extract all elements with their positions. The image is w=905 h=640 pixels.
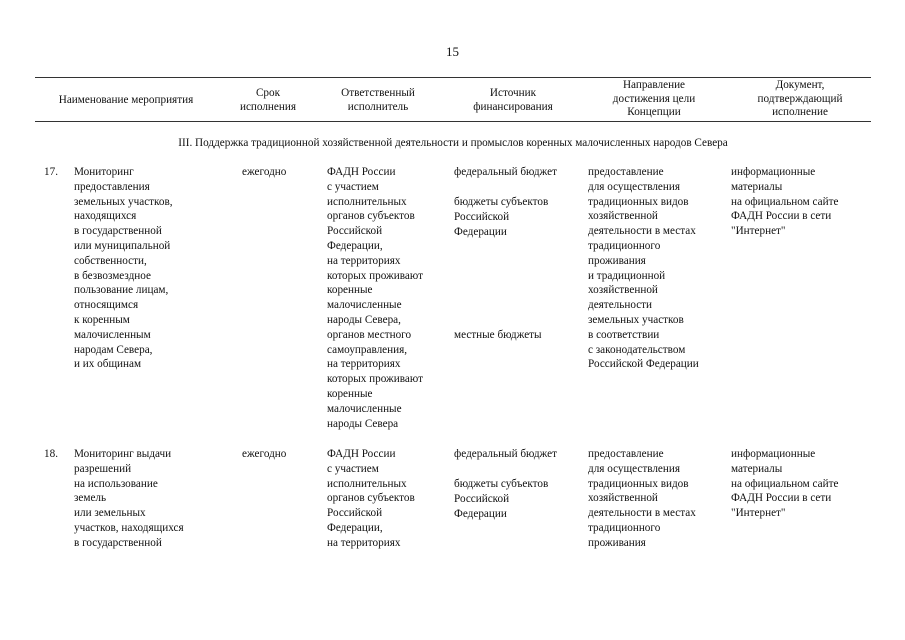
- row-source-local: местные бюджеты: [454, 329, 542, 341]
- header-name: Наименование мероприятия: [58, 94, 194, 106]
- row-deadline: ежегодно: [242, 448, 287, 460]
- row-source-federal: федеральный бюджет: [454, 448, 557, 460]
- row-name: Мониторинг выдачи разрешений на использование земель или земельных участков, находящихся в государственной: [74, 448, 184, 549]
- row-source-regional: бюджеты субъектов Российской Федерации: [454, 478, 549, 520]
- row-direction: предоставление для осуществления традиционных видов хозяйственной деятельности в местах традиционного проживания и традиционной хозяйственной деятельности земельных участков в соответствии с законодательством Российской Федерации: [588, 166, 699, 371]
- row-number: 18.: [44, 448, 58, 460]
- row-source-federal: федеральный бюджет: [454, 166, 557, 178]
- row-responsible: ФАДН России с участием исполнительных органов субъектов Российской Федерации, на территориях которых проживают коренные малочисленные народы Севера, органов местного самоуправления, на территориях которых проживают коренные малочисленные народы Севера: [327, 166, 423, 430]
- row-document: информационные материалы на официальном сайте ФАДН России в сети "Интернет": [731, 166, 839, 238]
- row-source-regional: бюджеты субъектов Российской Федерации: [454, 196, 549, 238]
- table-header-rule: [35, 121, 871, 122]
- row-deadline: ежегодно: [242, 166, 287, 178]
- page-number: 15: [446, 44, 459, 59]
- header-source: Источник финансирования: [473, 87, 553, 113]
- row-name: Мониторинг предоставления земельных участков, находящихся в государственной или муниципальной собственности, в безвозмездное пользование лицам, относящимся к коренным малочисленным народам Севера, и их общинам: [74, 166, 173, 371]
- table-top-rule: [35, 77, 871, 78]
- header-deadline: Срок исполнения: [239, 87, 297, 113]
- section-title: III. Поддержка традиционной хозяйственной деятельности и промыслов коренных малочисленных народов Севера: [178, 137, 728, 149]
- header-direction: Направление достижения цели Концепции: [612, 79, 696, 118]
- row-number: 17.: [44, 166, 58, 178]
- row-direction: предоставление для осуществления традиционных видов хозяйственной деятельности в местах традиционного проживания: [588, 448, 696, 549]
- header-document: Документ, подтверждающий исполнение: [757, 79, 843, 118]
- row-responsible: ФАДН России с участием исполнительных органов субъектов Российской Федерации, на территориях: [327, 448, 415, 549]
- row-document: информационные материалы на официальном сайте ФАДН России в сети "Интернет": [731, 448, 839, 520]
- header-responsible: Ответственный исполнитель: [341, 87, 415, 113]
